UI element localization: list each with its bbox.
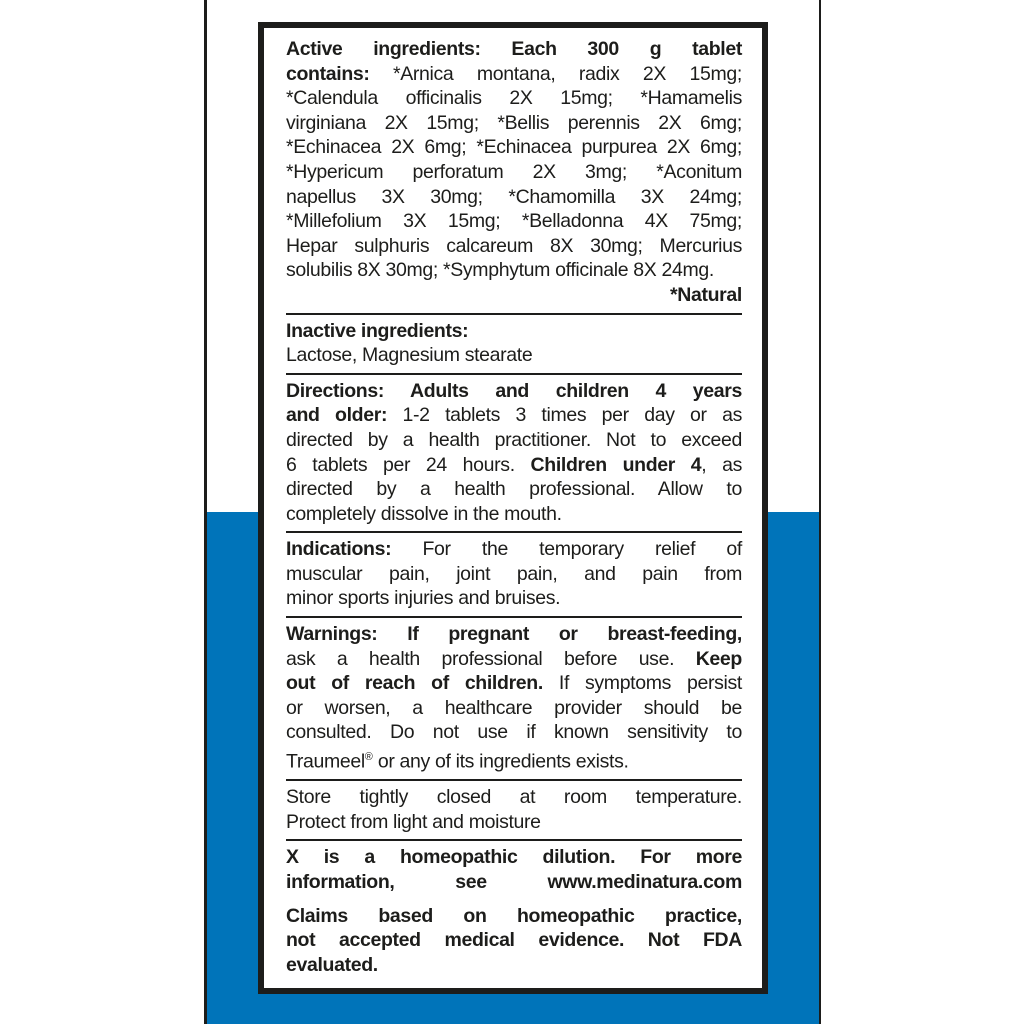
label-sections (286, 37, 742, 977)
text-segment: *Millefolium 3X 15mg; *Belladonna 4X 75mg; (286, 210, 742, 233)
text-segment: , as (701, 453, 743, 476)
label-text-line (286, 622, 742, 647)
label-text-line (286, 502, 742, 527)
section-divider (286, 373, 742, 375)
section-active-ingredients (286, 37, 742, 308)
text-segment: contains: (286, 62, 370, 85)
text-segment: X is a homeopathic dilution. For more (286, 846, 742, 869)
label-text-line (286, 720, 742, 745)
text-segment: *Echinacea 2X 6mg; *Echinacea purpurea 2X 6mg; (286, 136, 742, 159)
text-segment: Hepar sulphuris calcareum 8X 30mg; Mercurius (286, 234, 742, 257)
text-segment: solubilis 8X 30mg; *Symphytum officinale 8X 24mg. (286, 259, 714, 282)
label-text-line (286, 258, 742, 283)
label-text-line (286, 562, 742, 587)
label-text-line (286, 185, 742, 210)
label-text-line (286, 403, 742, 428)
label-text-line (286, 379, 742, 404)
text-segment: Warnings: If pregnant or breast-feeding, (286, 623, 742, 646)
label-text-line (286, 234, 742, 259)
label-text-line (286, 453, 742, 478)
text-segment: If symptoms persist (542, 672, 742, 695)
text-segment: *Arnica montana, radix 2X 15mg; (369, 62, 742, 85)
label-text-line (286, 160, 742, 185)
text-segment: *Calendula officinalis 2X 15mg; *Hamamelis (286, 87, 742, 110)
text-segment: not accepted medical evidence. Not FDA (286, 929, 742, 952)
text-segment: 1-2 tablets 3 times per day or as (387, 404, 742, 427)
label-text-line (286, 283, 742, 308)
label-text-line (286, 319, 742, 344)
text-segment: or any of its ingredients exists. (372, 750, 629, 773)
text-segment: out of reach of children. (286, 672, 543, 695)
text-segment: muscular pain, joint pain, and pain from (286, 562, 742, 585)
text-segment: and older: (286, 404, 388, 427)
text-segment: ® (364, 751, 373, 764)
text-segment: Store tightly closed at room temperature. (286, 786, 742, 809)
section-directions (286, 379, 742, 527)
text-segment: ask a health professional before use. (286, 647, 696, 670)
text-segment: directed by a health practitioner. Not to exceed (286, 428, 742, 451)
text-segment: Claims based on homeopathic practice, (286, 904, 742, 927)
label-text-line (286, 586, 742, 611)
label-text-line (286, 845, 742, 870)
text-segment: *Hypericum perforatum 2X 3mg; *Aconitum (286, 160, 742, 183)
text-segment: directed by a health professional. Allow to (286, 478, 742, 501)
label-text-line (286, 135, 742, 160)
section-warnings (286, 622, 742, 774)
text-segment: information, see www.medinatura.com (286, 870, 742, 893)
text-segment: Active ingredients: Each 300 g tablet (286, 38, 742, 60)
label-text-line (286, 696, 742, 721)
label-text-line (286, 785, 742, 810)
label-text-line (286, 671, 742, 696)
text-segment: Inactive ingredients: (286, 319, 469, 342)
label-text-line (286, 62, 742, 87)
section-homeopathic-note (286, 845, 742, 894)
section-inactive-ingredients (286, 319, 742, 368)
text-segment: minor sports injuries and bruises. (286, 587, 561, 610)
section-divider (286, 531, 742, 533)
text-segment: For the temporary relief of (391, 538, 742, 561)
text-segment: 6 tablets per 24 hours. (286, 453, 531, 476)
section-claims (286, 904, 742, 978)
panel-fold-line-right (819, 0, 821, 1024)
section-divider (286, 313, 742, 315)
label-text-line (286, 745, 742, 774)
label-text-line (286, 343, 742, 368)
text-segment: consulted. Do not use if known sensitivity to (286, 721, 742, 744)
label-text-line (286, 928, 742, 953)
text-segment: *Natural (670, 283, 742, 306)
section-indications (286, 537, 742, 611)
drug-facts-label (258, 22, 768, 994)
section-divider (286, 616, 742, 618)
label-text-line (286, 428, 742, 453)
section-divider (286, 839, 742, 841)
text-segment: Protect from light and moisture (286, 810, 541, 833)
text-segment: virginiana 2X 15mg; *Bellis perennis 2X 6mg; (286, 111, 742, 134)
text-segment: completely dissolve in the mouth. (286, 502, 562, 525)
label-text-line (286, 111, 742, 136)
label-text-line (286, 953, 742, 978)
text-segment: Children under 4 (530, 453, 702, 476)
label-text-line (286, 86, 742, 111)
panel-fold-line-left (204, 0, 207, 1024)
text-segment: Lactose, Magnesium stearate (286, 344, 533, 367)
section-storage (286, 785, 742, 834)
text-segment: Indications: (286, 538, 392, 561)
section-divider (286, 779, 742, 781)
text-segment: napellus 3X 30mg; *Chamomilla 3X 24mg; (286, 185, 742, 208)
label-text-line (286, 904, 742, 929)
label-text-line (286, 537, 742, 562)
text-segment: or worsen, a healthcare provider should be (286, 696, 742, 719)
text-segment: Keep (695, 647, 742, 670)
label-text-line (286, 209, 742, 234)
text-segment: Traumeel (286, 750, 365, 773)
label-text-line (286, 870, 742, 895)
label-text-line (286, 37, 742, 62)
label-text-line (286, 477, 742, 502)
label-text-line (286, 810, 742, 835)
text-segment: evaluated. (286, 953, 378, 976)
label-text-line (286, 647, 742, 672)
text-segment: Directions: Adults and children 4 years (286, 379, 742, 402)
